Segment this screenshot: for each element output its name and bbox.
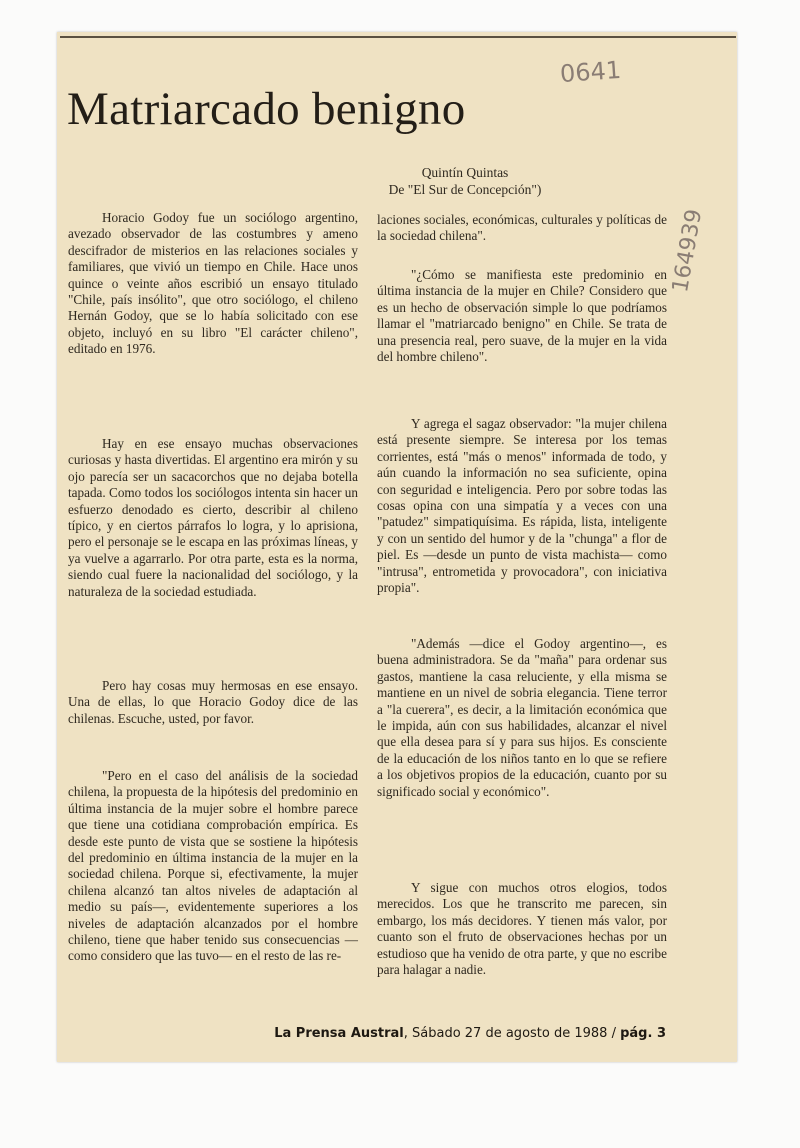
- left-column-p1: [68, 210, 358, 358]
- source: De "El Sur de Concepción"): [388, 182, 542, 197]
- right-column-p4: [377, 636, 667, 800]
- paragraph: laciones sociales, económicas, culturales y políticas de la sociedad chilena".: [377, 212, 667, 244]
- author: Quintín Quintas: [421, 165, 509, 180]
- publication-footer: [274, 1026, 666, 1041]
- paragraph: Hay en ese ensayo muchas observaciones curiosas y hasta divertidas. El argentino era mirón y su ojo parecía ser un sacacorchos que no dejaba botella tapada. Como todos los sociólogos intenta sin hacer un esfuerzo denodado es cierto, describir al chileno típico, y en ciertos párrafos lo logra, y lo aprisiona, pero el personaje se le escapa en las próximas líneas, y ya vuelve a agarrarlo. Por otra parte, esta es la norma, siendo cual fuere la nacionalidad del sociólogo, y la naturaleza de la sociedad estudiada.: [68, 436, 358, 599]
- paragraph: Horacio Godoy fue un sociólogo argentino, avezado observador de las costumbres y ameno descifrador de misterios en las relaciones sociales y familiares, que vivió un tiempo en Chile. Hace unos quince o veinte años escribió un ensayo titulado "Chile, país insólito", que otro sociólogo, el chileno Hernán Godoy, que se lo había solicitado con ese objeto, incluyó en su libro "El carácter chileno", editado en 1976.: [68, 210, 358, 357]
- paragraph: "Además —dice el Godoy argentino—, es buena administradora. Se da "maña" para ordenar sus gastos, mantiene la casa reluciente, y ella misma se mantiene en un nivel de sobria elegancia. Tiene terror a "la cuerera", es decir, a la limitación económica que le impida, aún con sus habilidades, alcanzar el nivel que ella desea para sí y para sus hijos. Es consciente de la educación de los niños tanto en lo que se refiere a los objetivos propios de la educación, cuanto por su significado social y económico".: [377, 636, 667, 799]
- left-column-p3: [68, 678, 358, 727]
- left-column-p4: [68, 768, 358, 965]
- right-column-p2: [377, 267, 667, 365]
- paragraph: Pero hay cosas muy hermosas en ese ensayo. Una de ellas, lo que Horacio Godoy dice de las chilenas. Escuche, usted, por favor.: [68, 678, 358, 726]
- paragraph: Y sigue con muchos otros elogios, todos merecidos. Los que he transcrito me parecen, sin embargo, los más decidores. Y tienen más valor, por cuanto son el fruto de observaciones hechas por un estudioso que ha venido de otra parte, y que no escribe para halagar a nadie.: [377, 880, 667, 978]
- page-number: pág. 3: [620, 1026, 666, 1041]
- paragraph: "¿Cómo se manifiesta este predominio en última instancia de la mujer en Chile? Considero que es un hecho de observación simple lo que podríamos llamar el "matriarcado benigno" en Chile. Se trata de una presencia real, pero suave, de la mujer en la vida del hombre chileno".: [377, 267, 667, 365]
- top-rule: [60, 36, 736, 38]
- byline: [330, 164, 600, 198]
- right-column-p3: [377, 416, 667, 596]
- handwritten-number: 0641: [559, 55, 622, 89]
- paragraph: Y agrega el sagaz observador: "la mujer chilena está presente siempre. Se interesa por los temas corrientes, está "más o menos" informada de todo, y aún cuando la información no sea suficiente, opina con seguridad e inteligencia. Pero por sobre todas las cosas opina con una simpatía y a veces con una "patudez" simpatiquísima. Es rápida, lista, inteligente y con un sentido del humor y de la "chunga" a flor de piel. Es —desde un punto de vista machista— como "intrusa", entrometida y provocadora", con iniciativa propia".: [377, 416, 667, 596]
- right-column-p5: [377, 880, 667, 978]
- article-title: Matriarcado benigno: [67, 83, 466, 135]
- newspaper-name: La Prensa Austral: [274, 1026, 404, 1041]
- right-column-p1: [377, 212, 667, 245]
- left-column-p2: [68, 436, 358, 600]
- paragraph: "Pero en el caso del análisis de la sociedad chilena, la propuesta de la hipótesis del predominio en última instancia de la mujer sobre el hombre parece que tiene una cotidiana comprobación empírica. Es desde este punto de vista que se sostiene la hipótesis del predominio en última instancia de la mujer en la sociedad chilena. Porque si, efectivamente, la mujer chilena alcanzó tan altos niveles de adaptación al medio su país—, evidentemente superiores a los niveles de adaptación alcanzados por el hombre chileno, tiene que haber tenido sus consecuencias —como considero que las tuvo— en el resto de las re-: [68, 768, 358, 964]
- publication-date: , Sábado 27 de agosto de 1988 /: [403, 1026, 621, 1041]
- handwritten-side-number: 164939: [668, 207, 708, 295]
